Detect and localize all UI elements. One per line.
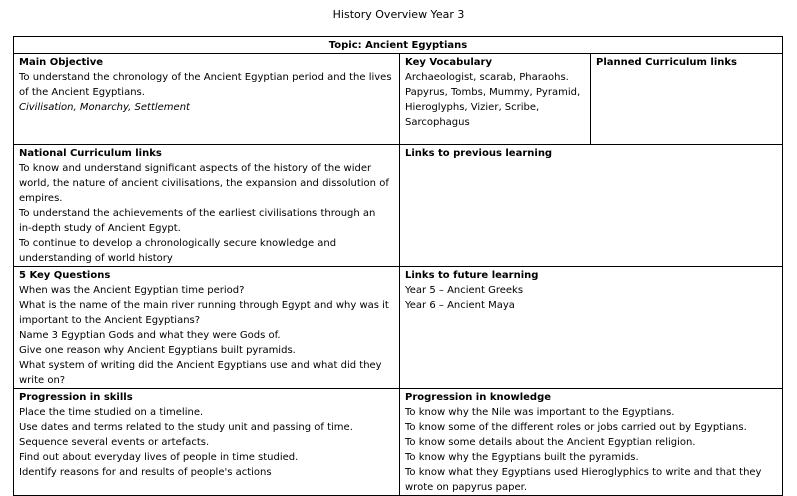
knowledge-line: To know some of the different roles or jobs carried out by Egyptians.	[405, 422, 747, 433]
main-objective-heading: Main Objective	[19, 57, 104, 68]
skills-line: Find out about everyday lives of people in time studied.	[19, 452, 299, 463]
skills-line: Use dates and terms related to the study unit and passing of time.	[19, 422, 353, 433]
key-vocabulary-line: Papyrus, Tombs, Mummy, Pyramid,	[405, 87, 581, 98]
main-objective-cell	[14, 54, 400, 145]
key-question-line: What is the name of the main river running through Egypt and why was it	[19, 300, 389, 311]
previous-learning-heading: Links to previous learning	[405, 148, 553, 159]
knowledge-line: To know why the Nile was important to the Egyptians.	[405, 407, 675, 418]
key-vocabulary-heading: Key Vocabulary	[405, 57, 492, 68]
key-vocabulary-line: Sarcophagus	[405, 117, 470, 128]
key-question-line: When was the Ancient Egyptian time period?	[19, 285, 245, 296]
knowledge-line: wrote on papyrus paper.	[405, 482, 528, 493]
future-learning-line: Year 6 – Ancient Maya	[405, 300, 515, 311]
knowledge-line: To know some details about the Ancient Egyptian religion.	[405, 437, 696, 448]
skills-line: Sequence several events or artefacts.	[19, 437, 210, 448]
objective-row	[14, 54, 783, 145]
main-objective-concepts: Civilisation, Monarchy, Settlement	[19, 102, 190, 113]
national-curriculum-line: world, the nature of ancient civilisations, the expansion and dissolution of	[19, 178, 389, 189]
national-curriculum-line: understanding of world history	[19, 253, 173, 264]
national-curriculum-line: To continue to develop a chronologically secure knowledge and	[19, 238, 337, 249]
main-objective-line: of the Ancient Egyptians.	[19, 87, 145, 98]
national-curriculum-cell	[14, 145, 400, 267]
key-question-line: Name 3 Egyptian Gods and what they were Gods of.	[19, 330, 281, 341]
topic-row	[14, 37, 783, 54]
topic-heading: Topic: Ancient Egyptians	[14, 37, 783, 54]
future-learning-line: Year 5 – Ancient Greeks	[405, 285, 524, 296]
national-curriculum-line: in-depth study of Ancient Egypt.	[19, 223, 181, 234]
key-question-line: write on?	[19, 375, 66, 386]
skills-heading: Progression in skills	[19, 392, 133, 403]
skills-line: Identify reasons for and results of people's actions	[19, 467, 272, 478]
national-curriculum-line: To know and understand significant aspects of the history of the wider	[19, 163, 372, 174]
national-curriculum-line: empires.	[19, 193, 63, 204]
document-title: History Overview Year 3	[332, 8, 465, 21]
national-curriculum-row	[14, 145, 783, 267]
skills-line: Place the time studied on a timeline.	[19, 407, 204, 418]
skills-cell	[14, 389, 400, 496]
national-curriculum-heading: National Curriculum links	[19, 148, 162, 159]
planned-curriculum-heading: Planned Curriculum links	[596, 57, 737, 68]
previous-learning-cell	[400, 145, 783, 267]
overview-table	[13, 36, 783, 496]
key-vocabulary-line: Hieroglyphs, Vizier, Scribe,	[405, 102, 540, 113]
key-question-line: Give one reason why Ancient Egyptians built pyramids.	[19, 345, 296, 356]
key-questions-heading: 5 Key Questions	[19, 270, 111, 281]
progression-row	[14, 389, 783, 496]
planned-curriculum-cell	[591, 54, 783, 145]
knowledge-cell	[400, 389, 783, 496]
knowledge-line: To know why the Egyptians built the pyramids.	[405, 452, 639, 463]
national-curriculum-line: To understand the achievements of the earliest civilisations through an	[19, 208, 376, 219]
key-questions-cell	[14, 267, 400, 389]
knowledge-line: To know what they Egyptians used Hieroglyphics to write and that they	[405, 467, 762, 478]
main-objective-line: To understand the chronology of the Ancient Egyptian period and the lives	[19, 72, 392, 83]
key-vocabulary-cell	[400, 54, 591, 145]
key-vocabulary-line: Archaeologist, scarab, Pharaohs.	[405, 72, 569, 83]
key-question-line: important to the Ancient Egyptians?	[19, 315, 201, 326]
future-learning-heading: Links to future learning	[405, 270, 539, 281]
future-learning-cell	[400, 267, 783, 389]
knowledge-heading: Progression in knowledge	[405, 392, 552, 403]
key-question-line: What system of writing did the Ancient Egyptians use and what did they	[19, 360, 382, 371]
key-questions-row	[14, 267, 783, 389]
